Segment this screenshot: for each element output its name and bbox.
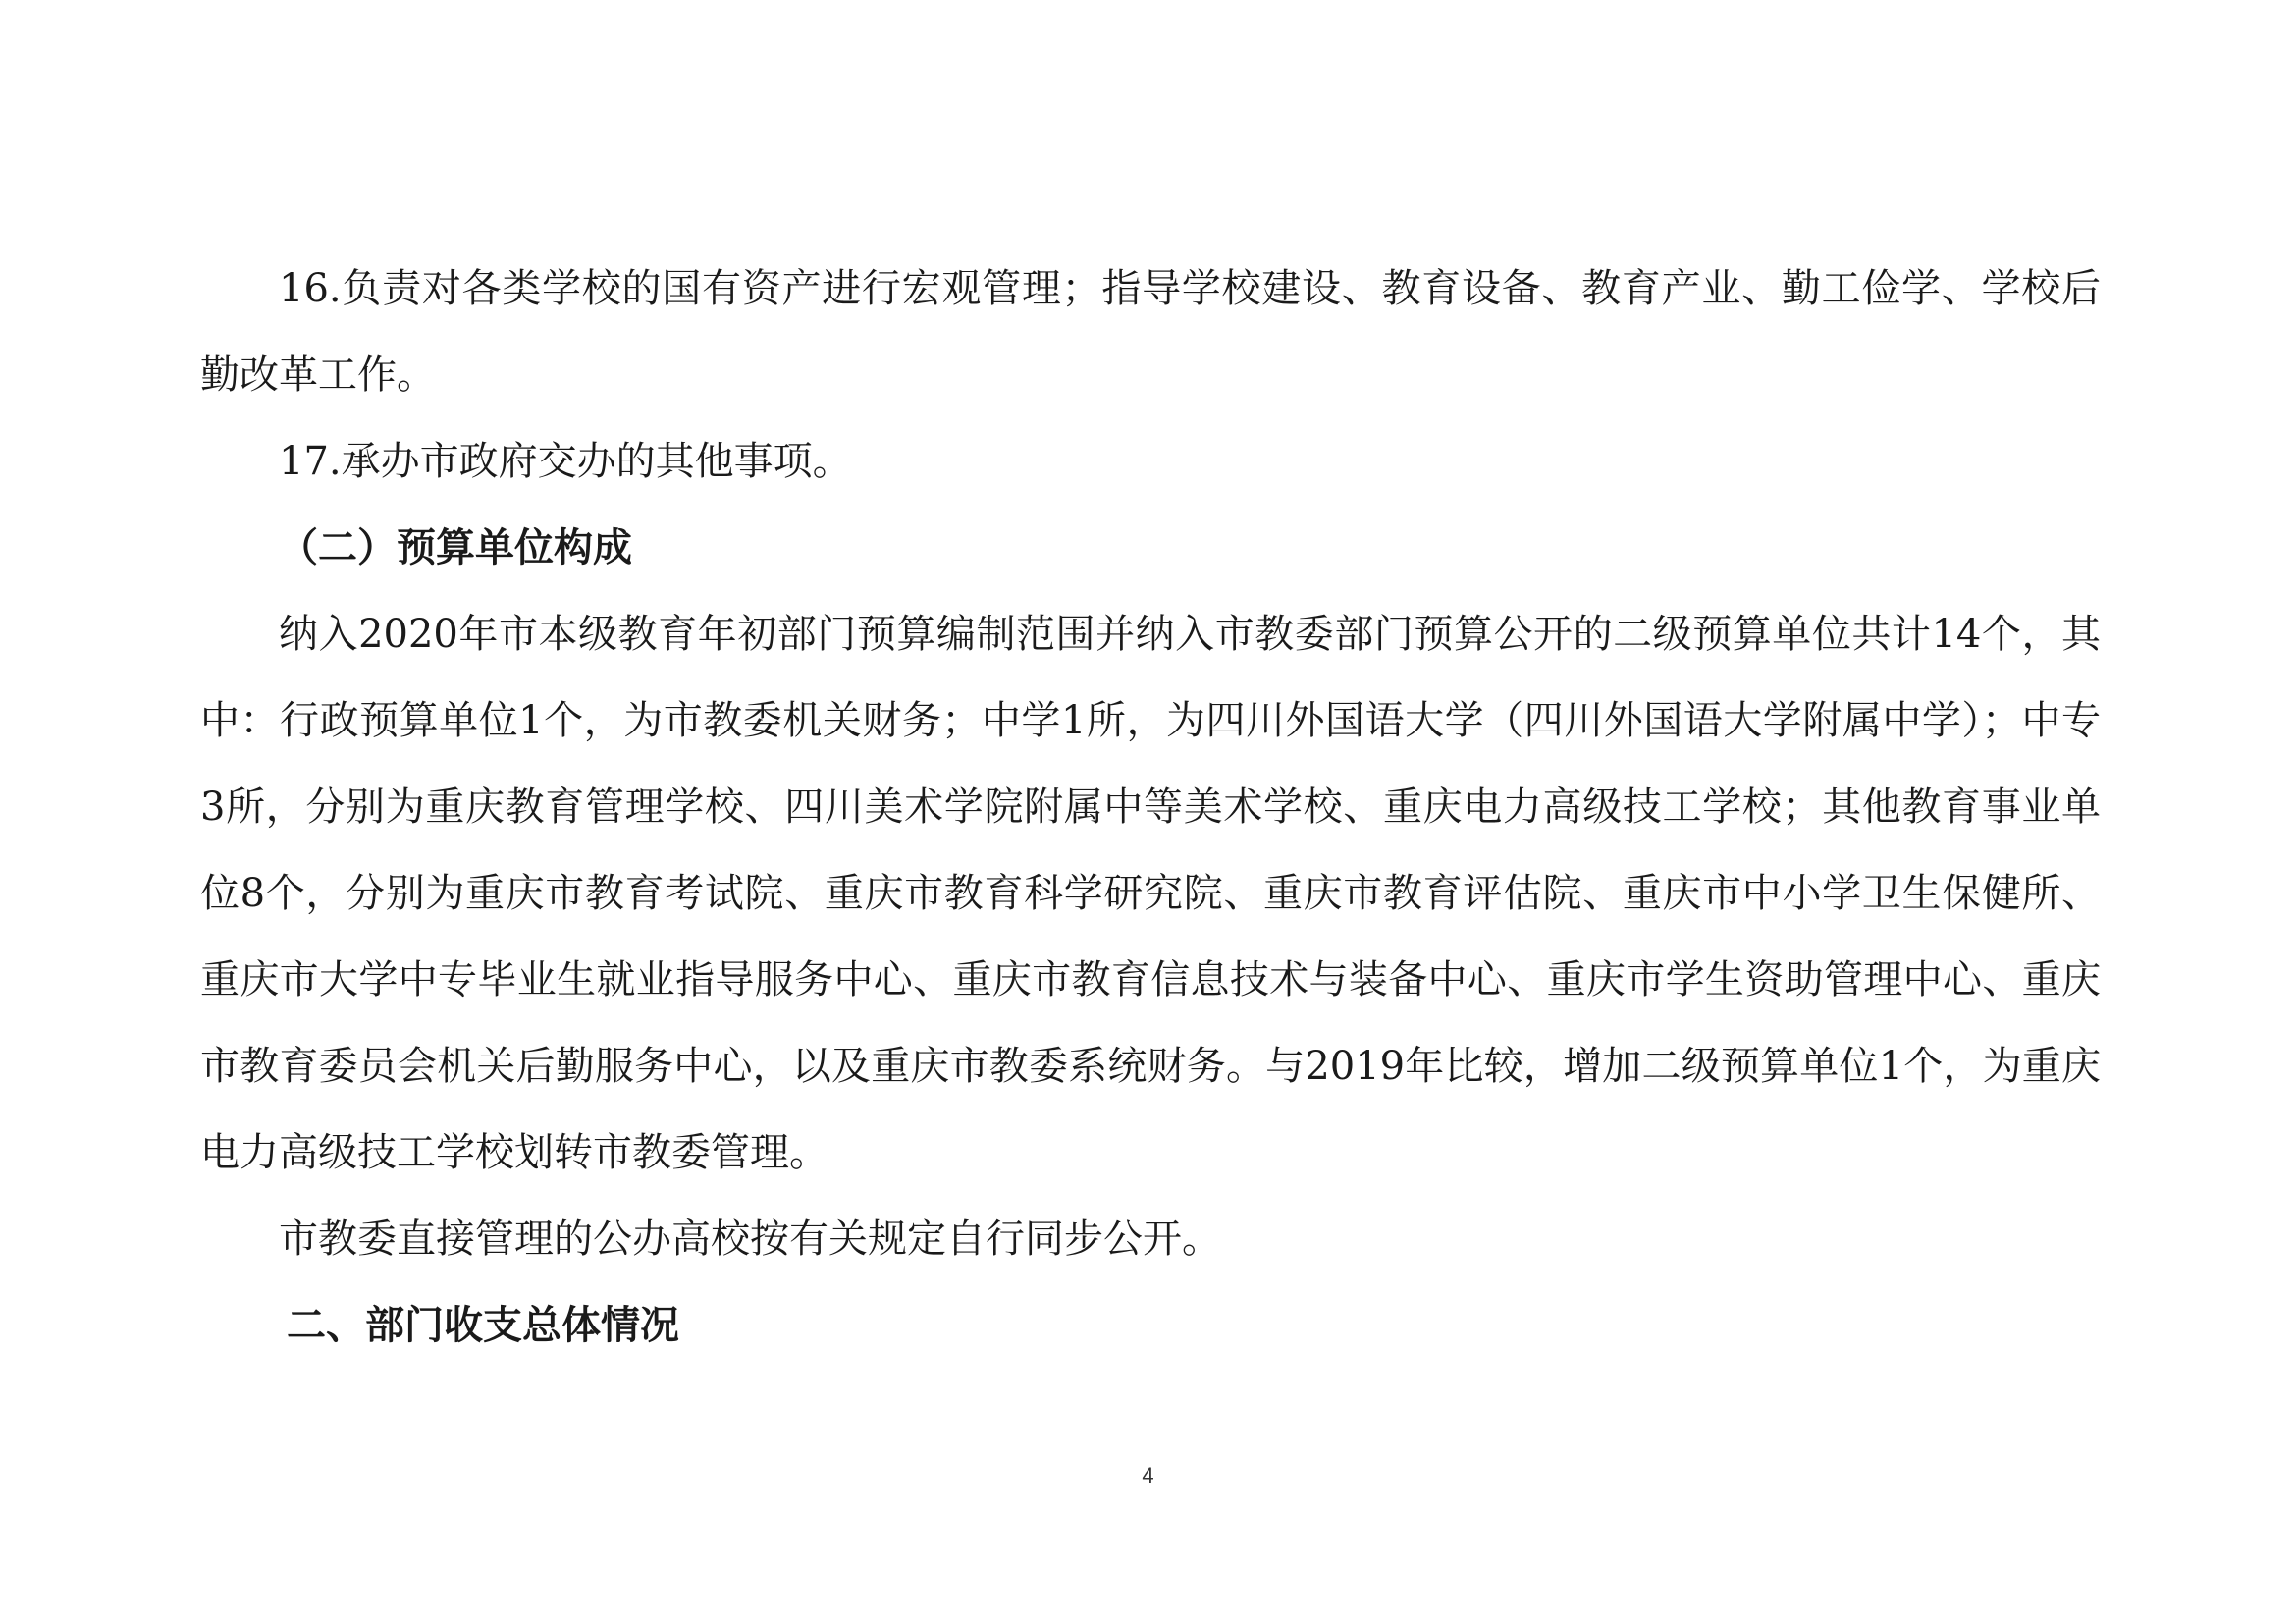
section-heading-income-expense: 二、部门收支总体情况 (287, 1303, 679, 1348)
page-number: 4 (1142, 1463, 1154, 1488)
paragraph-budget-units: 纳入2020年市本级教育年初部门预算编制范围并纳入市教委部门预算公开的二级预算单位共计14个，其中：行政预算单位1个，为市教委机关财务；中学1所，为四川外国语大学（四川外国语大学附属中学）；中专3所，分别为重庆教育管理学校、四川美术学院附属中等美术学校、重庆电力高级技工学校；其他教育事业单位8个，分别为重庆市教育考试院、重庆市教育科学研究院、重庆市教育评估院、重庆市中小学卫生保健所、重庆市大学中专毕业生就业指导服务中心、重庆市教育信息技术与装备中心、重庆市学生资助管理中心、重庆市教育委员会机关后勤服务中心，以及重庆市教委系统财务。与2019年比较，增加二级预算单位1个，为重庆电力高级技工学校划转市教委管理。 (200, 612, 2101, 1175)
paragraph-item-17: 17.承办市政府交办的其他事项。 (279, 439, 852, 484)
paragraph-item-16: 16.负责对各类学校的国有资产进行宏观管理；指导学校建设、教育设备、教育产业、勤工俭学、学校后勤改革工作。 (200, 266, 2101, 398)
document-body (200, 245, 2101, 1369)
paragraph-universities: 市教委直接管理的公办高校按有关规定自行同步公开。 (279, 1217, 1221, 1262)
section-subheading-budget-units: （二）预算单位构成 (279, 525, 632, 570)
